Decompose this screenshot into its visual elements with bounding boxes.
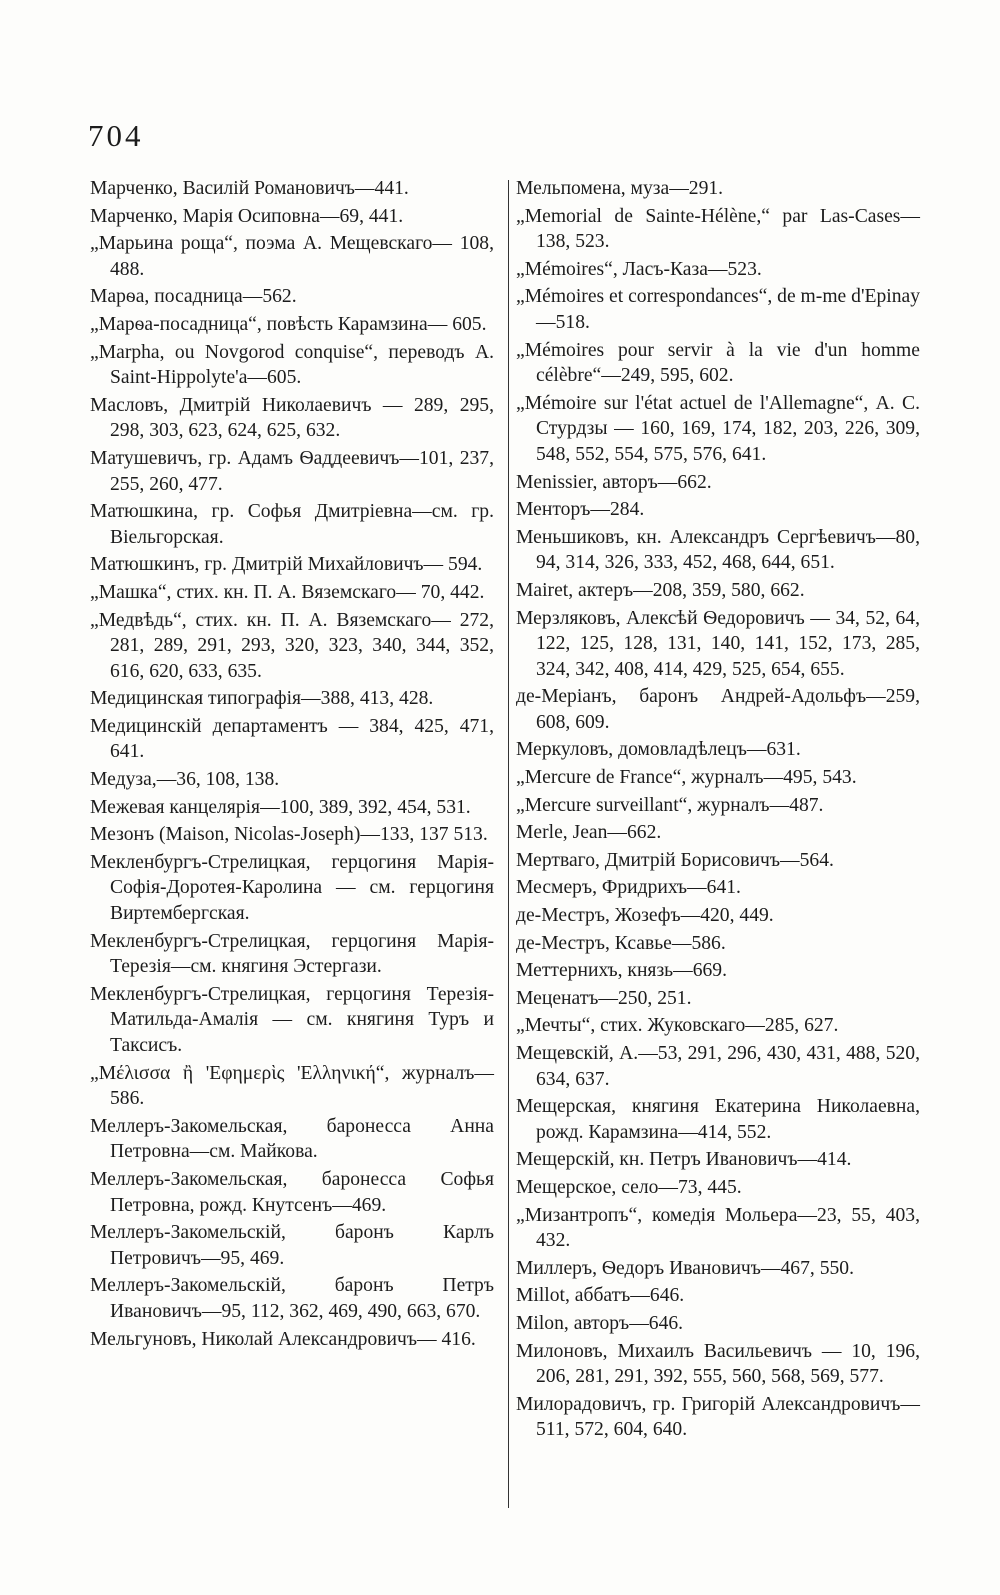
- index-entry: „Marpha, ou Novgorod conquise“, переводъ А. Saint-Hippolyte'а—605.: [90, 341, 494, 389]
- index-entry: Мещевскій, А.—53, 291, 296, 430, 431, 488, 520, 634, 637.: [516, 1043, 920, 1090]
- index-entry: Меркуловъ, домовладѣлецъ—631.: [516, 739, 801, 761]
- index-entry: Мельпомена, муза—291.: [516, 178, 724, 199]
- page-number: 704: [88, 118, 144, 153]
- index-entry: Мекленбургъ-Стрелицкая, герцогиня Марія-Софія-Доротея-Каролина — см. герцогиня Виртембергская.: [90, 851, 494, 925]
- index-entry: Марченко, Марія Осиповна—69, 441.: [90, 205, 404, 227]
- index-entry: Межевая канцелярія—100, 389, 392, 454, 531.: [90, 796, 471, 818]
- index-entry: „Mémoires“, Ласъ-Каза—523.: [516, 258, 762, 280]
- index-entry: Мещерское, село—73, 445.: [516, 1176, 742, 1198]
- index-entry: Мещерская, княгиня Екатерина Николаевна, рожд. Карамзина—414, 552.: [516, 1096, 920, 1143]
- index-entry: „Μέλισσα ἢ 'Εφημερὶς 'Ελληνική“, журналъ— 586.: [90, 1062, 494, 1110]
- index-entry: Мекленбургъ-Стрелицкая, герцогиня Терезія-Матильда-Амалія — см. княгиня Туръ и Таксисъ.: [90, 983, 494, 1056]
- index-column-left: [90, 176, 494, 1354]
- index-entry: „Машка“, стих. кн. П. А. Вяземскаго— 70, 442.: [90, 581, 485, 603]
- index-entry: Медицинская типографія—388, 413, 428.: [90, 688, 434, 710]
- index-entry: де-Местръ, Ксавье—586.: [516, 932, 726, 954]
- column-divider: [508, 180, 509, 1508]
- index-entry: Матюшкинъ, гр. Дмитрій Михайловичъ— 594.: [90, 554, 483, 576]
- index-entry: Меллеръ-Закомельскій, баронъ Петръ Ивановичъ—95, 112, 362, 469, 490, 663, 670.: [90, 1275, 494, 1322]
- index-column-right: [516, 176, 920, 1445]
- index-entry: Матюшкина, гр. Софья Дмитріевна—см. гр. Віельгорская.: [90, 501, 494, 548]
- index-entry: Милоновъ, Михаилъ Васильевичъ — 10, 196, 206, 281, 291, 392, 555, 560, 568, 569, 577.: [516, 1340, 920, 1388]
- index-entry: Масловъ, Дмитрій Николаевичъ — 289, 295, 298, 303, 623, 624, 625, 632.: [90, 394, 494, 442]
- index-entry: Меценатъ—250, 251.: [516, 987, 692, 1009]
- index-entry: Мельгуновъ, Николай Александровичъ— 416.: [90, 1328, 476, 1350]
- index-entry: Медуза,—36, 108, 138.: [90, 769, 280, 791]
- index-entry: Менторъ—284.: [516, 499, 645, 521]
- index-entry: Mairet, актеръ—208, 359, 580, 662.: [516, 579, 805, 601]
- index-entry: Меллеръ-Закомельскій, баронъ Карлъ Петровичъ—95, 469.: [90, 1222, 494, 1269]
- index-entry: „Mémoires et correspondances“, de m-me d'Epinay—518.: [516, 286, 920, 333]
- index-entry: Меньшиковъ, кн. Александръ Сергѣевичъ—80, 94, 314, 326, 333, 452, 468, 644, 651.: [516, 526, 920, 574]
- index-entry: „Mémoire sur l'état actuel de l'Allemagne“, А. С. Стурдзы — 160, 169, 174, 182, 203, 226, 309, 548, 552, 554, 575, 576, 641.: [516, 392, 920, 465]
- index-entry: Месмеръ, Фридрихъ—641.: [516, 877, 741, 899]
- index-entry: Merle, Jean—662.: [516, 822, 662, 844]
- index-entry: Millot, аббатъ—646.: [516, 1285, 685, 1307]
- index-entry: Мерзляковъ, Алексѣй Ѳедоровичъ — 34, 52, 64, 122, 125, 128, 131, 140, 141, 152, 173, 285, 324, 342, 408, 414, 429, 525, 654, 655.: [516, 607, 920, 680]
- index-entry: Медицинскій департаментъ — 384, 425, 471, 641.: [90, 715, 494, 763]
- index-entry: Мекленбургъ-Стрелицкая, герцогиня Марія-Терезія—см. княгиня Эстергази.: [90, 930, 494, 978]
- index-entry: Миллеръ, Ѳедоръ Ивановичъ—467, 550.: [516, 1257, 854, 1279]
- index-entry: де-Местръ, Жозефъ—420, 449.: [516, 905, 774, 927]
- index-entry: Меттернихъ, князь—669.: [516, 960, 728, 982]
- index-entry: „Mémoires pour servir à la vie d'un homme célèbre“—249, 595, 602.: [516, 339, 920, 387]
- index-entry: Марченко, Василій Романовичъ—441.: [90, 178, 409, 199]
- index-entry: Milon, авторъ—646.: [516, 1312, 684, 1334]
- index-entry: „Медвѣдь“, стих. кн. П. А. Вяземскаго— 272, 281, 289, 291, 293, 320, 323, 340, 344, 352, 616, 620, 633, 635.: [90, 609, 494, 682]
- index-entry: де-Меріанъ, баронъ Андрей-Адольфъ—259, 608, 609.: [516, 686, 920, 733]
- index-entry: Мезонъ (Maison, Nicolas-Joseph)—133, 137 513.: [90, 824, 488, 846]
- index-entry: Меллеръ-Закомельская, баронесса Анна Петровна—см. Майкова.: [90, 1115, 494, 1163]
- index-entry: Мещерскій, кн. Петръ Ивановичъ—414.: [516, 1149, 852, 1171]
- index-entry: Матушевичъ, гр. Адамъ Ѳаддеевичъ—101, 237, 255, 260, 477.: [90, 447, 494, 495]
- index-entry: Мертваго, Дмитрій Борисовичъ—564.: [516, 849, 834, 871]
- index-entry: Милорадовичъ, гр. Григорій Александровичъ—511, 572, 604, 640.: [516, 1393, 920, 1441]
- index-entry: „Mercure surveillant“, журналъ—487.: [516, 794, 824, 816]
- index-entry: „Мизантропъ“, комедія Мольера—23, 55, 403, 432.: [516, 1204, 920, 1252]
- index-entry: „Марѳа-посадница“, повѣсть Карамзина— 605.: [90, 313, 487, 335]
- index-entry: „Mercure de France“, журналъ—495, 543.: [516, 767, 857, 789]
- index-entry: „Memorial de Sainte-Hélène,“ par Las-Cases—138, 523.: [516, 205, 920, 253]
- index-entry: Меллеръ-Закомельская, баронесса Софья Петровна, рожд. Кнутсенъ—469.: [90, 1168, 494, 1216]
- index-entry: Menissier, авторъ—662.: [516, 471, 712, 493]
- index-entry: Марѳа, посадница—562.: [90, 286, 297, 308]
- index-entry: „Мечты“, стих. Жуковскаго—285, 627.: [516, 1015, 839, 1037]
- index-entry: „Марьина роща“, поэма А. Мещевскаго— 108, 488.: [90, 233, 494, 280]
